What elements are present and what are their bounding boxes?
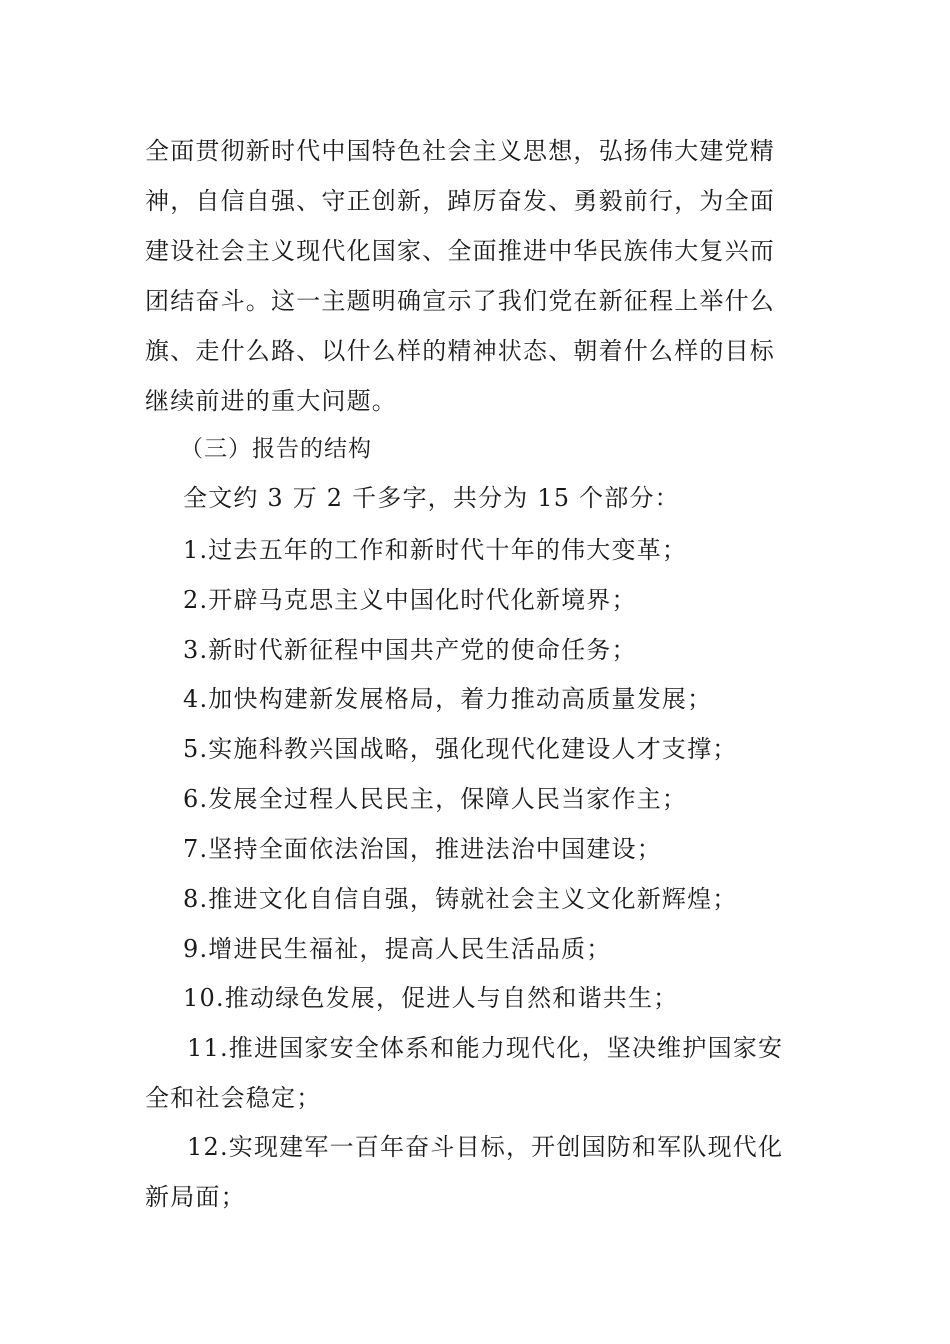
summary-line: 全文约 3 万 2 千多字，共分为 15 个部分：	[183, 484, 680, 512]
paragraph-line: 旗、走什么路、以什么样的精神状态、朝着什么样的目标	[145, 337, 775, 365]
list-item: 6.发展全过程人民民主，保障人民当家作主；	[183, 785, 688, 813]
list-item: 5.实施科教兴国战略，强化现代化建设人才支撑；	[183, 735, 738, 763]
list-item: 10.推动绿色发展，促进人与自然和谐共生；	[183, 984, 679, 1012]
paragraph-line: 建设社会主义现代化国家、全面推进中华民族伟大复兴而	[145, 237, 775, 265]
list-item: 2.开辟马克思主义中国化时代化新境界；	[183, 586, 637, 614]
list-item: 9.增进民生福祉，提高人民生活品质；	[183, 935, 612, 963]
paragraph-line: 神，自信自强、守正创新，踔厉奋发、勇毅前行，为全面	[145, 187, 775, 215]
list-item: 4.加快构建新发展格局，着力推动高质量发展；	[183, 685, 713, 713]
list-item: 1.过去五年的工作和新时代十年的伟大变革；	[183, 536, 688, 564]
list-item-line: 新局面；	[145, 1183, 246, 1211]
list-item: 3.新时代新征程中国共产党的使命任务；	[183, 636, 637, 664]
list-item-line: 12.实现建军一百年奋斗目标，开创国防和军队现代化	[187, 1133, 784, 1161]
list-item-line: 11.推进国家安全体系和能力现代化，坚决维护国家安	[187, 1034, 784, 1062]
section-heading: （三）报告的结构	[180, 436, 372, 462]
list-item: 8.推进文化自信自强，铸就社会主义文化新辉煌；	[183, 885, 738, 913]
paragraph-line: 全面贯彻新时代中国特色社会主义思想，弘扬伟大建党精	[145, 137, 775, 165]
list-item: 7.坚持全面依法治国，推进法治中国建设；	[183, 835, 662, 863]
list-item-line: 全和社会稳定；	[145, 1084, 322, 1112]
paragraph-line: 团结奋斗。这一主题明确宣示了我们党在新征程上举什么	[145, 287, 775, 315]
paragraph-line: 继续前进的重大问题。	[145, 387, 397, 415]
